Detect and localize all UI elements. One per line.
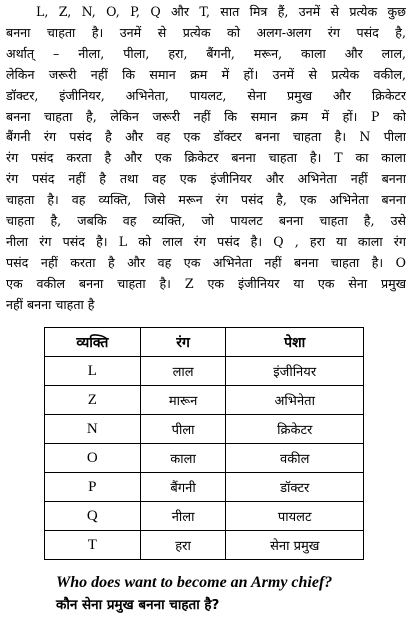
header-color: रंग: [140, 328, 226, 357]
puzzle-line: एक वकील बनना चाहता है। Z एक इंजीनियर या एक सेना प्रमुख: [6, 275, 406, 291]
cell-profession: अभिनेता: [226, 386, 364, 415]
cell-person: Q: [45, 502, 141, 531]
cell-profession: पायलट: [226, 502, 364, 531]
table-row: [45, 473, 364, 502]
cell-profession: डॉक्टर: [226, 473, 364, 502]
cell-profession: सेना प्रमुख: [226, 531, 364, 560]
table-row: [45, 357, 364, 386]
cell-color: बैंगनी: [140, 473, 226, 502]
puzzle-line: पसंद नहीं करता है और वह एक अभिनेता नहीं बनना चाहता है। O: [6, 254, 406, 270]
puzzle-line: लेकिन जरूरी नहीं कि समान क्रम में हों। उनमें से प्रत्येक वकील,: [6, 66, 406, 82]
puzzle-line: डॉक्टर, इंजीनियर, अभिनेता, पायलट, सेना प्रमुख और क्रिकेटर: [6, 87, 406, 103]
cell-color: हरा: [140, 531, 226, 560]
puzzle-line: चाहता है। वह व्यक्ति, जिसे मरून रंग पसंद है, एक अभिनेता बनना: [6, 192, 406, 208]
puzzle-line: चाहता है, जबकि वह व्यक्ति, जो पायलट बनना चाहता है, उसे: [6, 213, 406, 229]
puzzle-line: अर्थात् – नीला, पीला, हरा, बैंगनी, मरून, काला और लाल,: [6, 45, 406, 61]
puzzle-line: बैंगनी रंग पसंद है और वह एक डॉक्टर बनना चाहता है। N पीला: [6, 129, 406, 145]
cell-person: T: [45, 531, 141, 560]
puzzle-line: नहीं बनना चाहता है: [6, 296, 95, 312]
question-hindi: कौन सेना प्रमुख बनना चाहता है?: [56, 597, 220, 613]
cell-person: L: [45, 357, 141, 386]
cell-profession: क्रिकेटर: [226, 415, 364, 444]
puzzle-text: [6, 2, 406, 316]
cell-profession: वकील: [226, 444, 364, 473]
cell-color: काला: [140, 444, 226, 473]
cell-person: P: [45, 473, 141, 502]
solution-table: [44, 327, 364, 560]
table-header-row: [45, 328, 364, 357]
cell-color: नीला: [140, 502, 226, 531]
puzzle-line: बनना चाहता है, लेकिन जरूरी नहीं कि समान क्रम में हों। P को: [6, 108, 406, 124]
puzzle-line: नीला रंग पसंद है। L को लाल रंग पसंद है। Q , हरा या काला रंग: [6, 233, 406, 249]
puzzle-line: रंग पसंद नहीं है तथा वह एक इंजीनियर और अभिनेता नहीं बनना: [6, 171, 406, 187]
cell-person: N: [45, 415, 141, 444]
cell-profession: इंजीनियर: [226, 357, 364, 386]
puzzle-line: रंग पसंद करता है और एक क्रिकेटर बनना चाहता है। T का काला: [6, 150, 406, 166]
header-person: व्यक्ति: [45, 328, 141, 357]
cell-color: लाल: [140, 357, 226, 386]
puzzle-line: L, Z, N, O, P, Q और T, सात मित्र हैं, उनमें से प्रत्येक कुछ: [36, 4, 406, 19]
table-row: [45, 444, 364, 473]
header-profession: पेशा: [226, 328, 364, 357]
table-row: [45, 415, 364, 444]
question-english: Who does want to become an Army chief?: [56, 574, 333, 591]
table-row: [45, 531, 364, 560]
cell-color: मारून: [140, 386, 226, 415]
cell-person: Z: [45, 386, 141, 415]
table-row: [45, 502, 364, 531]
table-row: [45, 386, 364, 415]
cell-color: पीला: [140, 415, 226, 444]
puzzle-line: बनना चाहता है। उनमें से प्रत्येक को अलग-अलग रंग पसंद है,: [6, 24, 406, 40]
cell-person: O: [45, 444, 141, 473]
